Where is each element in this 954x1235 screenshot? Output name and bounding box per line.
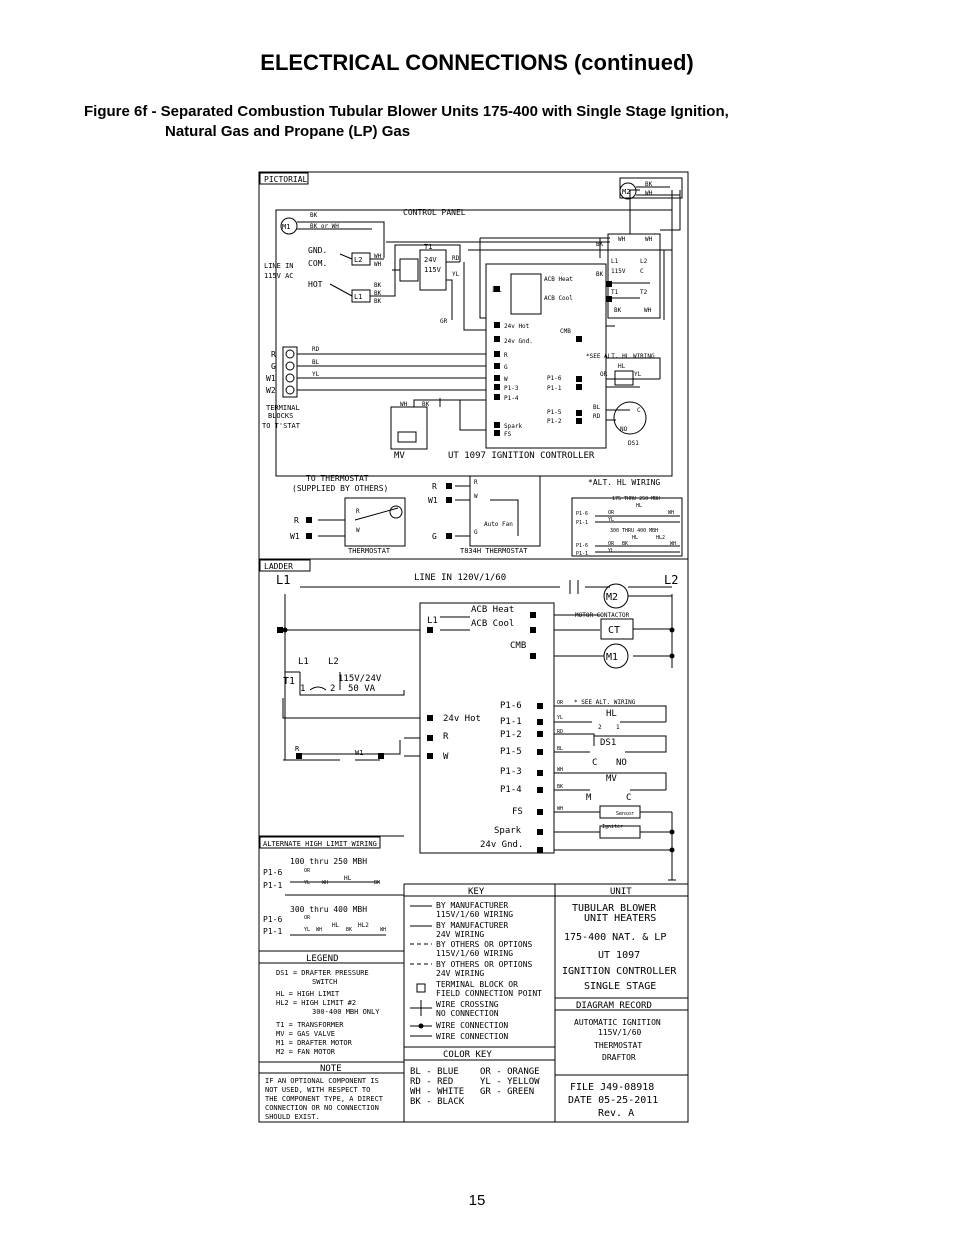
key-line: FIELD CONNECTION POINT [436,989,542,998]
wire-label: BK [557,784,564,790]
color-key-line: GR - GREEN [480,1087,535,1097]
m1-motor-label: M1 [606,652,619,663]
alt-hl-range-label: 175 THRU 250 MBH [612,496,661,502]
legend-line: HL2 = HIGH LIMIT #2 [276,999,357,1007]
wire-label: OR [608,541,615,547]
unit-line: UT 1097 [598,950,641,961]
wire-label: WH [374,253,382,260]
ladder-l2-label: L2 [664,573,679,587]
ignition-controller-label: UT 1097 IGNITION CONTROLLER [448,451,595,461]
alt-wiring-hl-label: HL [332,922,340,929]
ladder-p1-1-label: P1-1 [500,717,522,727]
transformer-2-label: 2 [330,684,336,694]
terminal-spark-label: Spark [504,423,523,430]
legend-line: 300-400 MBH ONLY [312,1008,380,1016]
key-line: TERMINAL BLOCK OR [436,980,518,989]
key-line: 24V WIRING [436,930,485,939]
alt-hl-label: HL [632,535,639,541]
wire-label: WH [645,190,653,197]
key-heading: KEY [468,887,485,897]
terminal-p1-4-label: P1-4 [504,395,519,402]
wire-label: WH [645,236,653,243]
relay-t2-label: T2 [640,289,648,296]
t1-label: T1 [283,676,296,687]
relay-l1-label: L1 [611,258,619,265]
thermostat-r-label: R [294,516,299,525]
wire-label: RD [452,255,460,262]
key-line: BY MANUFACTURER [436,901,509,910]
m2-label: M2 [622,188,631,196]
wire-label: YL [304,880,311,886]
color-key-line: BL - BLUE [410,1067,459,1077]
wire-label: BK [374,290,382,297]
wire-label: WH [322,880,329,886]
hl-label: HL [606,709,617,719]
wire-label: RD [312,346,320,353]
controller-l1-label: L1 [492,285,502,294]
terminal-w-label: W [504,376,508,383]
key-line: BY OTHERS OR OPTIONS [436,940,533,949]
acb-heat-label: ACB Heat [471,605,515,615]
ladder-p1-2-label: P1-2 [500,730,522,740]
legend-heading: LEGEND [306,954,339,964]
see-alt-wiring-label: * SEE ALT. WIRING [574,699,636,706]
wire-label: WH [557,806,564,812]
page-number: 15 [468,1192,486,1209]
ladder-spark-label: Spark [494,826,522,836]
ladder-r-label: R [443,732,449,742]
ladder-p1-5-label: P1-5 [500,747,522,757]
t834h-inner-g-label: G [474,529,478,536]
legend-line: M1 = DRAFTER MOTOR [276,1039,352,1047]
wire-label: OR [608,510,615,516]
legend-line: T1 = TRANSFORMER [276,1021,344,1029]
control-panel-label: CONTROL PANEL [403,208,466,217]
diagram-record-line: 115V/1/60 [598,1028,642,1037]
igniter-label: Igniter [602,824,624,830]
ds1-label: DS1 [600,738,617,748]
terminal-block-w1-label: W1 [266,374,276,383]
alt-hl-p1-6-label: P1-6 [576,511,589,517]
legend-line: HL = HIGH LIMIT [276,990,340,998]
terminal-block-w2-label: W2 [266,386,276,395]
t834h-inner-w-label: W [474,493,478,500]
wire-label: BK [346,927,353,933]
unit-line: SINGLE STAGE [584,981,657,992]
unit-line: 175-400 NAT. & LP [564,932,667,943]
alt-hl-p1-1-label: P1-1 [576,551,589,557]
wire-label: WH [374,261,382,268]
hot-label: HOT [308,280,323,289]
alt-wiring-p1-6-label: P1-6 [263,868,283,877]
hl-terminal-2-label: 2 [598,724,602,731]
wire-label: YL [452,271,460,278]
ds1-c-label: C [592,758,598,768]
legend-line: M2 = FAN MOTOR [276,1048,336,1056]
transformer-rating-label: 115V/24V [338,674,382,684]
terminal-24v-hot-label: 24v Hot [504,323,530,330]
note-line: CONNECTION OR NO CONNECTION [265,1104,379,1112]
wire-label: WH [380,927,387,933]
alt-wiring-hl2-label: HL2 [358,922,369,929]
unit-line: TUBULAR BLOWER [572,903,657,914]
ladder-24v-gnd-label: 24v Gnd. [480,840,524,850]
wire-label: BL [593,404,601,411]
mv-c-label: C [626,793,632,803]
color-key-line: RD - RED [410,1077,454,1087]
thermostat-subheading: (SUPPLIED BY OTHERS) [292,484,389,493]
terminal-p1-2-label: P1-2 [547,418,562,425]
wire-label: YL [304,927,311,933]
ladder-p1-4-label: P1-4 [500,785,522,795]
terminal-p1-1-label: P1-1 [547,385,562,392]
relay-115v-label: 115V [611,268,626,275]
legend-line: SWITCH [312,978,338,986]
wire-label: OR [557,700,564,706]
terminal-p1-3-label: P1-3 [504,385,519,392]
wire-label: RD [593,413,601,420]
thermostat-r-label: R [295,745,300,753]
wire-label: YL [312,371,320,378]
t834h-inner-r-label: R [474,479,478,486]
alt-wiring-heading: ALTERNATE HIGH LIMIT WIRING [263,840,377,848]
ladder-p1-3-label: P1-3 [500,767,522,777]
ct-label: CT [608,625,621,636]
mv-m-label: M [586,793,592,803]
key-line: BY MANUFACTURER [436,921,509,930]
l1-label: L1 [354,293,363,301]
thermostat-inner-r-label: R [356,508,360,515]
alt-wiring-range-label: 300 thru 400 MBH [290,905,368,914]
com-label: COM. [308,259,328,268]
diagram-record-line: DRAFTOR [602,1053,636,1062]
wire-label: BK [310,212,318,219]
wire-label: GR [440,318,448,325]
caption-line-1: Figure 6f - Separated Combustion Tubular Blower Units 175-400 with Single Stage Ignition, [84,103,729,120]
key-line: 115V/1/60 WIRING [436,910,514,919]
mv-label: MV [394,451,405,461]
thermostat-inner-w-label: W [356,527,360,534]
ladder-24v-hot-label: 24v Hot [443,714,481,724]
alt-hl-label: HL [636,503,643,509]
motor-contactor-label: MOTOR CONTACTOR [575,612,630,619]
terminal-p1-5-label: P1-5 [547,409,562,416]
m2-motor-label: M2 [606,592,619,603]
caption-line-2: Natural Gas and Propane (LP) Gas [165,123,411,140]
t834h-w1-label: W1 [428,496,438,505]
transformer-l1-label: L1 [298,657,309,667]
legend-line: DS1 = DRAFTER PRESSURE [276,969,369,977]
wire-label: BK [374,298,382,305]
key-line: WIRE CONNECTION [436,1032,509,1041]
page-title: ELECTRICAL CONNECTIONS (continued) [260,50,694,75]
ds1-c-label: C [637,407,641,414]
wire-label: WH [316,927,323,933]
relay-l2-label: L2 [640,258,648,265]
acb-cool-label: ACB Cool [471,619,515,629]
alt-wiring-p1-6-label: P1-6 [263,915,283,924]
wire-label: BK [422,401,430,408]
transformer-va-label: 50 VA [348,684,376,694]
t1-label: T1 [424,243,433,251]
terminal-r-label: R [504,352,508,359]
alt-wiring-p1-1-label: P1-1 [263,881,283,890]
line-in-label: LINE IN [264,262,294,270]
hl-label: HL [618,363,626,370]
wire-label: WH [668,510,675,516]
gnd-label: GND. [308,246,328,255]
wire-label: BK [374,282,382,289]
terminal-block-g-label: G [271,362,276,371]
color-key-line: OR - ORANGE [480,1067,540,1077]
sensor-label: Sensor [616,811,635,817]
note-line: NOT USED, WITH RESPECT TO [265,1086,371,1094]
see-alt-hl-wiring-label: *SEE ALT. HL WIRING [586,353,655,360]
auto-fan-label: Auto Fan [484,521,513,528]
wire-label: WH [644,307,652,314]
acb-cool-label: ACB Cool [544,295,573,302]
t834h-g-label: G [432,532,437,541]
l2-label: L2 [354,256,363,264]
alt-hl-p1-1-label: P1-1 [576,520,589,526]
to-tstat-label: TO T'STAT [262,422,300,430]
wire-label: BK or WH [310,223,339,230]
wire-label: BK [596,241,604,248]
m1-label: M1 [282,223,291,231]
wire-label: RD [557,729,564,735]
terminal-fs-label: FS [504,431,512,438]
unit-line: UNIT HEATERS [584,913,657,924]
wire-label: WH [618,236,626,243]
cmb-label: CMB [560,328,571,335]
wire-label: OR [304,915,311,921]
key-line: 24V WIRING [436,969,485,978]
wire-label: WH [400,401,408,408]
alt-wiring-p1-1-label: P1-1 [263,927,283,936]
color-key-heading: COLOR KEY [443,1050,492,1060]
alt-hl-range-label: 300 THRU 400 MBH [610,528,659,534]
key-line: 115V/1/60 WIRING [436,949,514,958]
wire-label: BL [557,746,564,752]
alt-wiring-hl-label: HL [344,875,352,882]
wire-label: BK [645,181,653,188]
alt-hl-p1-6-label: P1-6 [576,543,589,549]
terminal-label: TERMINAL [266,404,300,412]
wire-label: WH [670,541,677,547]
mv-label: MV [606,774,617,784]
cmb-label: CMB [510,641,527,651]
file-number: FILE J49-08918 [570,1082,655,1093]
transformer-l2-label: L2 [328,657,339,667]
blocks-label: BLOCKS [268,412,294,420]
ds1-label: DS1 [628,440,639,447]
wire-label: BK [596,271,604,278]
t834h-r-label: R [432,482,437,491]
controller-l1-label: L1 [427,616,438,626]
wire-label: YL [557,715,564,721]
revision: Rev. A [598,1108,635,1119]
relay-c-label: C [640,268,644,275]
t834h-thermostat-label: T834H THERMOSTAT [460,547,528,555]
wire-label: BK [614,307,622,314]
ladder-p1-6-label: P1-6 [500,701,522,711]
terminal-p1-6-label: P1-6 [547,375,562,382]
terminal-g-label: G [504,364,508,371]
thermostat-label: THERMOSTAT [348,547,391,555]
hl-terminal-1-label: 1 [616,724,620,731]
unit-line: IGNITION CONTROLLER [562,966,677,977]
wire-label: OR [304,868,311,874]
ladder-heading: LADDER [264,562,293,571]
transformer-24v-label: 24V [424,256,437,264]
wire-label: YL [634,371,642,378]
key-line: WIRE CROSSING [436,1000,499,1009]
line-in-voltage-label: 115V AC [264,272,294,280]
alt-wiring-range-label: 100 thru 250 MBH [290,857,368,866]
thermostat-w1-label: W1 [290,532,300,541]
alt-hl-wiring-heading: *ALT. HL WIRING [588,478,661,487]
transformer-1-label: 1 [300,684,306,694]
diagram-record-line: AUTOMATIC IGNITION [574,1018,661,1027]
key-line: NO CONNECTION [436,1009,499,1018]
key-line: BY OTHERS OR OPTIONS [436,960,533,969]
unit-heading: UNIT [610,887,632,897]
ladder-l1-label: L1 [276,573,291,587]
note-line: THE COMPONENT TYPE, A DIRECT [265,1095,384,1103]
color-key-line: BK - BLACK [410,1097,465,1107]
ladder-fs-label: FS [512,807,523,817]
diagram-record-heading: DIAGRAM RECORD [576,1001,652,1011]
ladder-w-label: W [443,752,449,762]
terminal-block-r-label: R [271,350,276,359]
wire-label: WH [557,767,564,773]
note-line: SHOULD EXIST. [265,1113,320,1121]
alt-hl2-label: HL2 [656,535,666,541]
wire-label: YL [608,548,615,554]
diagram-record-line: THERMOSTAT [594,1041,643,1050]
ds1-no-label: NO [616,758,627,768]
wire-label: OR [600,371,608,378]
wire-label: BK [622,541,629,547]
thermostat-heading: TO THERMOSTAT [306,474,369,483]
terminal-24v-gnd-label: 24v Gnd. [504,338,533,345]
pictorial-heading: PICTORIAL [264,175,308,184]
wire-label: BL [312,359,320,366]
line-in-label: LINE IN 120V/1/60 [414,573,507,583]
wire-label: YL [608,517,615,523]
diagram-date: DATE 05-25-2011 [568,1095,659,1106]
thermostat-w1-label: W1 [355,749,364,757]
acb-heat-label: ACB Heat [544,276,573,283]
wire-label: BK [374,880,381,886]
key-line: WIRE CONNECTION [436,1021,509,1030]
note-heading: NOTE [320,1064,342,1074]
transformer-115v-label: 115V [424,266,441,274]
ds1-no-label: NO [620,426,628,433]
color-key-line: WH - WHITE [410,1087,465,1097]
color-key-line: YL - YELLOW [480,1077,540,1087]
legend-line: MV = GAS VALVE [276,1030,336,1038]
note-line: IF AN OPTIONAL COMPONENT IS [265,1077,379,1085]
relay-t1-label: T1 [611,289,619,296]
